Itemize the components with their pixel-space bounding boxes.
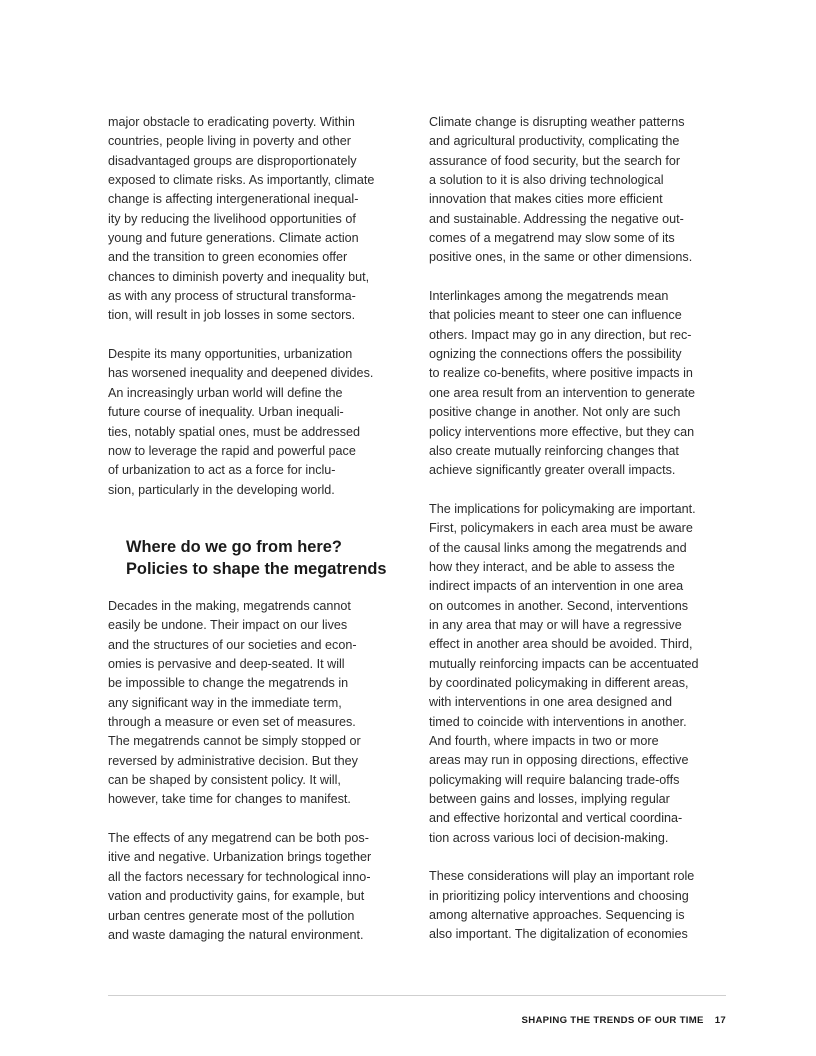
heading-line-1: Where do we go from here? — [126, 538, 342, 556]
text-line: omies is pervasive and deep-seated. It will — [108, 657, 345, 672]
text-line: Climate change is disrupting weather patterns — [429, 115, 685, 129]
text-line: Interlinkages among the megatrends mean — [429, 289, 669, 304]
text-line: positive ones, in the same or other dimensions. — [429, 250, 693, 265]
text-line: Decades in the making, megatrends cannot — [108, 599, 351, 613]
text-line: can be shaped by consistent policy. It will, — [108, 773, 341, 788]
text-line: of the causal links among the megatrends and — [429, 540, 687, 555]
text-line: comes of a megatrend may slow some of its — [429, 231, 675, 246]
text-line: sion, particularly in the developing world. — [108, 482, 335, 497]
paragraph — [429, 500, 719, 848]
text-line: also important. The digitalization of economies — [429, 927, 688, 942]
text-line: one area result from an intervention to generate — [429, 385, 696, 400]
paragraph — [108, 345, 398, 500]
text-line: among alternative approaches. Sequencing is — [429, 908, 685, 923]
footer-divider — [108, 995, 726, 996]
text-line: young and future generations. Climate action — [108, 231, 359, 246]
text-line: now to leverage the rapid and powerful pace — [108, 443, 356, 458]
right-column — [429, 113, 719, 964]
text-line: major obstacle to eradicating poverty. Within — [108, 115, 355, 129]
text-line: vation and productivity gains, for example, but — [108, 889, 365, 904]
text-line: between gains and losses, implying regular — [429, 792, 670, 807]
text-line: however, take time for changes to manifest. — [108, 792, 351, 807]
text-line: ties, notably spatial ones, must be addressed — [108, 424, 361, 439]
text-line: exposed to climate risks. As importantly, climate — [108, 173, 375, 188]
text-line: tion, will result in job losses in some sectors. — [108, 308, 356, 323]
text-line: and the structures of our societies and econ- — [108, 637, 357, 652]
text-line: The effects of any megatrend can be both pos- — [108, 831, 369, 846]
text-line: also create mutually reinforcing changes that — [429, 443, 679, 458]
text-line: First, policymakers in each area must be aware — [429, 521, 693, 536]
text-line: countries, people living in poverty and other — [108, 134, 351, 149]
text-line: achieve significantly greater overall impacts. — [429, 463, 676, 478]
paragraph — [429, 287, 719, 480]
paragraph — [108, 829, 398, 945]
text-line: to realize co-benefits, where positive impacts in — [429, 366, 693, 381]
text-line: An increasingly urban world will define the — [108, 385, 343, 400]
text-line: that policies meant to steer one can influence — [429, 308, 682, 323]
text-line: and the transition to green economies offer — [108, 250, 348, 265]
text-line: positive change in another. Not only are such — [429, 405, 681, 420]
text-line: on outcomes in another. Second, interventions — [429, 598, 689, 613]
paragraph — [108, 597, 398, 810]
text-line: in prioritizing policy interventions and choosing — [429, 888, 689, 903]
left-column-bottom — [108, 597, 398, 965]
text-line: how they interact, and be able to assess the — [429, 559, 675, 574]
text-line: reversed by administrative decision. But they — [108, 753, 358, 768]
text-line: as with any process of structural transforma- — [108, 289, 356, 304]
heading-line-2: Policies to shape the megatrends — [126, 560, 387, 578]
text-line: with interventions in one area designed and — [429, 695, 672, 710]
text-line: of urbanization to act as a force for inclu- — [108, 463, 336, 478]
text-line: policymaking will require balancing trade-offs — [429, 772, 680, 787]
text-line: easily be undone. Their impact on our lives — [108, 618, 348, 633]
text-line: in any area that may or will have a regressive — [429, 617, 682, 632]
text-line: through a measure or even set of measures. — [108, 715, 356, 730]
text-line: and sustainable. Addressing the negative out- — [429, 211, 684, 226]
text-line: and waste damaging the natural environment. — [108, 927, 364, 942]
running-title: SHAPING THE TRENDS OF OUR TIME — [521, 1015, 704, 1026]
text-line: effect in another area should be avoided. Third, — [429, 637, 693, 652]
text-line: be impossible to change the megatrends in — [108, 676, 349, 691]
text-line: The implications for policymaking are important. — [429, 501, 696, 516]
text-line: disadvantaged groups are disproportionately — [108, 153, 357, 168]
paragraph — [429, 113, 719, 268]
paragraph — [429, 867, 719, 944]
text-line: indirect impacts of an intervention in one area — [429, 579, 684, 594]
text-line: and agricultural productivity, complicating the — [429, 134, 680, 149]
text-line: tion across various loci of decision-making. — [429, 830, 669, 845]
text-line: has worsened inequality and deepened divides. — [108, 366, 374, 381]
text-line: Despite its many opportunities, urbanization — [108, 347, 353, 362]
text-line: a solution to it is also driving technological — [429, 173, 664, 188]
text-line: and effective horizontal and vertical coordina- — [429, 811, 683, 826]
text-line: And fourth, where impacts in two or more — [429, 734, 659, 748]
left-column-top — [108, 113, 398, 519]
text-line: all the factors necessary for technological inno- — [108, 869, 371, 884]
page-footer — [522, 1015, 726, 1026]
text-line: future course of inequality. Urban inequali- — [108, 405, 344, 420]
text-line: others. Impact may go in any direction, but rec- — [429, 327, 692, 342]
text-line: change is affecting intergenerational inequal- — [108, 192, 359, 207]
section-heading — [126, 536, 406, 580]
text-line: ognizing the connections offers the possibility — [429, 347, 682, 362]
text-line: timed to coincide with interventions in another. — [429, 714, 687, 729]
page-number: 17 — [714, 1015, 726, 1026]
text-line: The megatrends cannot be simply stopped or — [108, 734, 361, 749]
text-line: policy interventions more effective, but they can — [429, 424, 695, 439]
text-line: any significant way in the immediate term, — [108, 695, 342, 710]
text-line: innovation that makes cities more efficient — [429, 192, 663, 207]
text-line: assurance of food security, but the search for — [429, 153, 681, 168]
text-line: urban centres generate most of the pollution — [108, 908, 355, 923]
text-line: ity by reducing the livelihood opportunities of — [108, 211, 356, 226]
paragraph — [108, 113, 398, 326]
text-line: These considerations will play an important role — [429, 869, 695, 884]
text-line: chances to diminish poverty and inequality but, — [108, 269, 370, 284]
text-line: areas may run in opposing directions, effective — [429, 753, 689, 768]
text-line: by coordinated policymaking in different areas, — [429, 675, 689, 690]
text-line: itive and negative. Urbanization brings together — [108, 850, 372, 865]
text-line: mutually reinforcing impacts can be accentuated — [429, 656, 699, 671]
